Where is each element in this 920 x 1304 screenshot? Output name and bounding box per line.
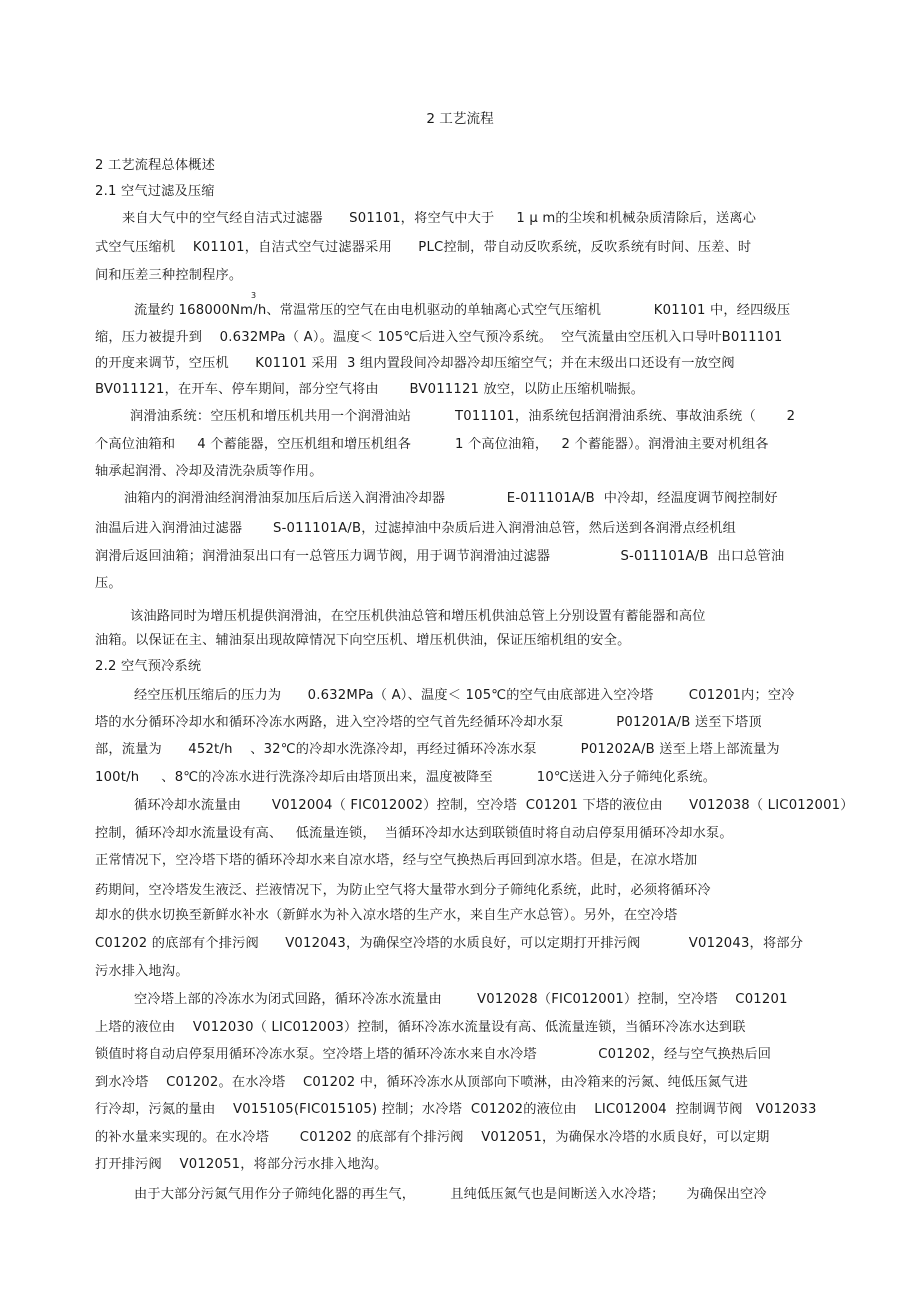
- text-line: 的开度来调节，空压机 K01101 采用 3 组内置段间冷却器冷却压缩空气；并在末级出口还设有一放空阀: [95, 356, 735, 371]
- text-line: 压。: [95, 576, 122, 591]
- text-line: 打开排污阀 V012051，将部分污水排入地沟。: [95, 1157, 388, 1172]
- superscript-3: 3: [251, 291, 257, 300]
- page-title: 2 工艺流程: [426, 111, 494, 127]
- text-line: 却水的供水切换至新鲜水补水（新鲜水为补入凉水塔的生产水，来自生产水总管）。另外，在空冷塔: [95, 908, 678, 923]
- text-line: 控制，循环冷却水流量设有高、 低流量连锁， 当循环冷却水达到联锁值时将自动启停泵用循环冷却水泵。: [95, 826, 733, 841]
- text-line: 润滑油系统：空压机和增压机共用一个润滑油站 T011101，油系统包括润滑油系统、事故油系统（ 2: [130, 409, 796, 424]
- text-line: 循环冷却水流量由 V012004（ FIC012002）控制，空冷塔 C01201 下塔的液位由 V012038（ LIC012001）: [134, 798, 854, 813]
- text-line: 锁值时将自动启停泵用循环冷冻水泵。空冷塔上塔的循环冷冻水来自水冷塔 C01202，经与空气换热后回: [95, 1047, 772, 1062]
- text-line: 污水排入地沟。: [95, 964, 189, 979]
- section-heading-overview: 2 工艺流程总体概述: [95, 158, 216, 173]
- text-line: BV011121，在开车、停车期间，部分空气将由 BV011121 放空，以防止压缩机喘振。: [95, 382, 645, 397]
- text-line: 的补水量来实现的。在水冷塔 C01202 的底部有个排污阀 V012051，为确保水冷塔的水质良好，可以定期: [95, 1130, 770, 1145]
- text-line: 油箱。以保证在主、辅油泵出现故障情况下向空压机、增压机供油，保证压缩机组的安全。: [95, 633, 631, 648]
- text-line: 间和压差三种控制程序。: [95, 268, 243, 283]
- text-line: 流量约 168000Nm/h、常温常压的空气在由电机驱动的单轴离心式空气压缩机 K01101 中，经四级压: [134, 303, 791, 318]
- text-line: 正常情况下，空冷塔下塔的循环冷却水来自凉水塔，经与空气换热后再回到凉水塔。但是，在凉水塔加: [95, 853, 698, 868]
- text-line: 润滑后返回油箱；润滑油泵出口有一总管压力调节阀，用于调节润滑油过滤器 S-011101A/B 出口总管油: [95, 549, 785, 564]
- text-line: C01202 的底部有个排污阀 V012043，为确保空冷塔的水质良好，可以定期打开排污阀 V012043，将部分: [95, 936, 804, 951]
- text-line: 该油路同时为增压机提供润滑油，在空压机供油总管和增压机供油总管上分别设置有蓄能器和高位: [130, 609, 706, 624]
- text-line: 到水冷塔 C01202。在水冷塔 C01202 中，循环冷冻水从顶部向下喷淋，由冷箱来的污氮、纯低压氮气进: [95, 1075, 748, 1090]
- text-line: 轴承起润滑、冷却及清洗杂质等作用。: [95, 464, 323, 479]
- text-line: 药期间，空冷塔发生液泛、拦液情况下，为防止空气将大量带水到分子筛纯化系统，此时，必须将循环冷: [95, 883, 711, 898]
- text-line: 行冷却，污氮的量由 V015105(FIC015105) 控制；水冷塔 C01202的液位由 LIC012004 控制调节阀 V012033: [95, 1102, 817, 1117]
- text-line: 由于大部分污氮气用作分子筛纯化器的再生气， 且纯低压氮气也是间断送入水冷塔； 为确保出空冷: [134, 1187, 767, 1202]
- text-line: 部，流量为 452t/h 、32℃的冷却水洗涤冷却，再经过循环冷冻水泵 P01202A/B 送至上塔上部流量为: [95, 742, 780, 757]
- text-line: 个高位油箱和 4 个蓄能器，空压机组和增压机组各 1 个高位油箱， 2 个蓄能器）。润滑油主要对机组各: [95, 437, 769, 452]
- text-line: 油温后进入润滑油过滤器 S-011101A/B，过滤掉油中杂质后进入润滑油总管，然后送到各润滑点经机组: [95, 521, 737, 536]
- text-line: 经空压机压缩后的压力为 0.632MPa（ A）、温度＜ 105℃的空气由底部进入空冷塔 C01201内；空冷: [134, 688, 795, 703]
- text-line: 式空气压缩机 K01101，自洁式空气过滤器采用 PLC控制，带自动反吹系统，反吹系统有时间、压差、时: [95, 240, 752, 255]
- text-line: 上塔的液位由 V012030（ LIC012003）控制，循环冷冻水流量设有高、低流量连锁，当循环冷冻水达到联: [95, 1020, 746, 1035]
- text-line: 100t/h 、8℃的冷冻水进行洗涤冷却后由塔顶出来，温度被降至 10℃送进入分子筛纯化系统。: [95, 770, 717, 785]
- text-line: 油箱内的润滑油经润滑油泵加压后后送入润滑油冷却器 E-011101A/B 中冷却，经温度调节阀控制好: [124, 491, 778, 506]
- section-heading-2-1: 2.1 空气过滤及压缩: [95, 184, 215, 199]
- text-line: 缩，压力被提升到 0.632MPa（ A）。温度＜ 105℃后进入空气预冷系统。 空气流量由空压机入口导叶B011101: [95, 330, 783, 345]
- text-line: 塔的水分循环冷却水和循环冷冻水两路，进入空冷塔的空气首先经循环冷却水泵 P01201A/B 送至下塔顶: [95, 715, 762, 730]
- text-line: 来自大气中的空气经自洁式过滤器 S01101，将空气中大于 1 μ m的尘埃和机械杂质清除后，送离心: [122, 211, 757, 226]
- section-heading-2-2: 2.2 空气预冷系统: [95, 659, 202, 674]
- text-line: 空冷塔上部的冷冻水为闭式回路，循环冷冻水流量由 V012028（FIC012001）控制，空冷塔 C01201: [134, 992, 788, 1007]
